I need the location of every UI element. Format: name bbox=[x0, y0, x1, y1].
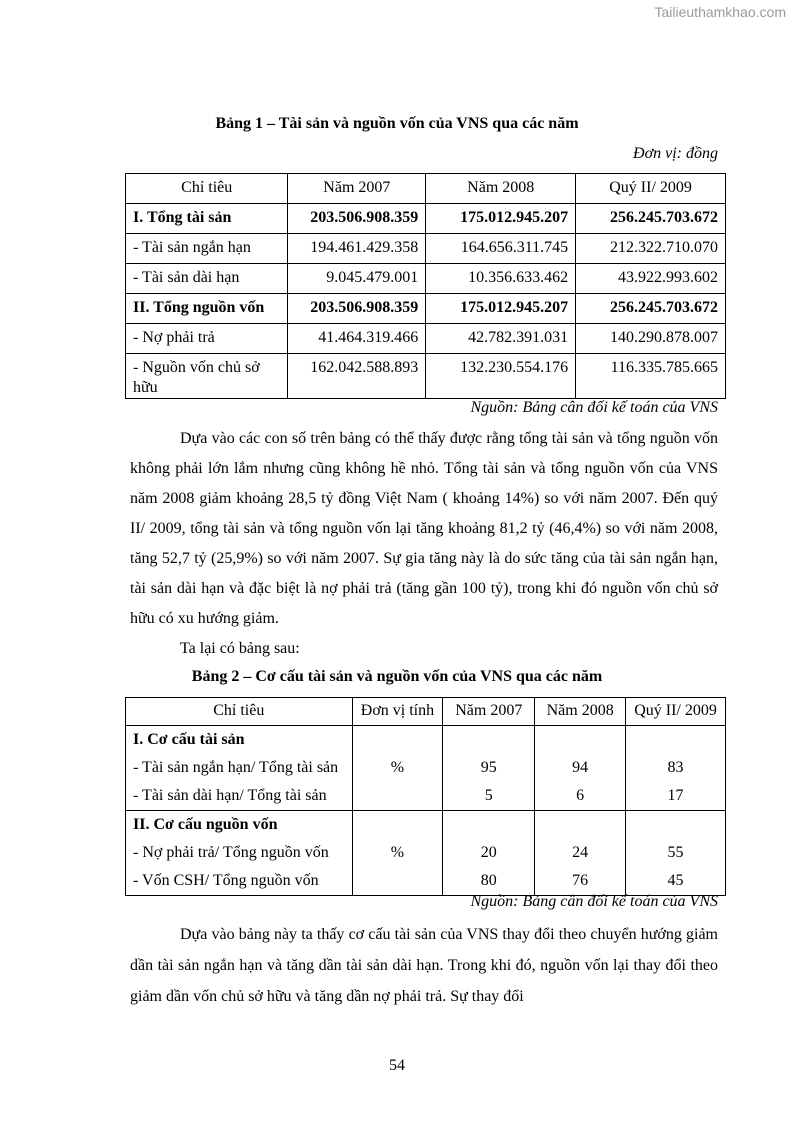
table-row bbox=[126, 294, 726, 324]
paragraph: Dựa vào bảng này ta thấy cơ cấu tài sản của VNS thay đổi theo chuyển hướng giảm dần tài sản ngắn hạn và tăng dần tài sản dài hạn. Trong khi đó, nguồn vốn lại thay đổi theo giảm dần vốn chủ sở hữu và tăng dần nợ phải trả. Sự thay đổi bbox=[130, 926, 718, 1005]
value: 95 bbox=[480, 759, 497, 776]
row-label: - Tài sản dài hạn bbox=[126, 264, 288, 294]
row-label: - Nguồn vốn chủ sở hữu bbox=[126, 354, 288, 399]
cell bbox=[535, 726, 626, 811]
table-section bbox=[126, 726, 726, 811]
watermark: Tailieuthamkhao.com bbox=[654, 4, 786, 20]
table2-title: Bảng 2 – Cơ cấu tài sản và nguồn vốn của VNS qua các năm bbox=[191, 668, 603, 685]
table2 bbox=[125, 697, 726, 896]
table-row bbox=[126, 234, 726, 264]
value: 83 bbox=[667, 759, 684, 776]
cell: 164.656.311.745 bbox=[426, 234, 576, 264]
table1-unit: Đơn vị: đồng bbox=[633, 145, 718, 162]
row-label: - Nợ phải trả/ Tổng nguồn vốn bbox=[133, 844, 329, 861]
table-row bbox=[126, 264, 726, 294]
unit: % bbox=[390, 759, 405, 776]
row-label: II. Tổng nguồn vốn bbox=[126, 294, 288, 324]
header-cell: Quý II/ 2009 bbox=[576, 174, 726, 204]
cell: 9.045.479.001 bbox=[288, 264, 426, 294]
unit-cell bbox=[352, 811, 443, 896]
section-cell bbox=[126, 811, 353, 896]
header-cell: Quý II/ 2009 bbox=[626, 698, 726, 726]
table-row bbox=[126, 324, 726, 354]
value: 6 bbox=[576, 787, 585, 804]
section-title: I. Cơ cấu tài sản bbox=[133, 731, 245, 748]
value: 17 bbox=[667, 787, 684, 804]
page-number: 54 bbox=[389, 1057, 405, 1074]
row-label: I. Tổng tài sản bbox=[126, 204, 288, 234]
cell bbox=[443, 726, 535, 811]
header-cell: Chỉ tiêu bbox=[126, 174, 288, 204]
unit-cell bbox=[352, 726, 443, 811]
value: 55 bbox=[667, 844, 684, 861]
cell: 175.012.945.207 bbox=[426, 204, 576, 234]
value: 5 bbox=[484, 787, 493, 804]
row-label: - Tài sản ngắn hạn/ Tổng tài sản bbox=[133, 759, 339, 776]
row-label: - Tài sản ngắn hạn bbox=[126, 234, 288, 264]
cell: 175.012.945.207 bbox=[426, 294, 576, 324]
row-label: - Vốn CSH/ Tổng nguồn vốn bbox=[133, 872, 319, 889]
value: 80 bbox=[480, 872, 497, 889]
cell: 212.322.710.070 bbox=[576, 234, 726, 264]
table-row bbox=[126, 204, 726, 234]
value: 94 bbox=[572, 759, 589, 776]
section-cell bbox=[126, 726, 353, 811]
row-label: - Tài sản dài hạn/ Tổng tài sản bbox=[133, 787, 327, 804]
value: 45 bbox=[667, 872, 684, 889]
value: 76 bbox=[572, 872, 589, 889]
cell: 162.042.588.893 bbox=[288, 354, 426, 399]
cell: 256.245.703.672 bbox=[576, 204, 726, 234]
cell: 41.464.319.466 bbox=[288, 324, 426, 354]
cell: 10.356.633.462 bbox=[426, 264, 576, 294]
table-section bbox=[126, 811, 726, 896]
row-label: - Nợ phải trả bbox=[126, 324, 288, 354]
cell: 256.245.703.672 bbox=[576, 294, 726, 324]
header-cell: Năm 2008 bbox=[426, 174, 576, 204]
header-cell: Năm 2007 bbox=[443, 698, 535, 726]
value: 24 bbox=[572, 844, 589, 861]
cell bbox=[443, 811, 535, 896]
table1 bbox=[125, 173, 726, 399]
cell: 43.922.993.602 bbox=[576, 264, 726, 294]
header-cell: Đơn vị tính bbox=[352, 698, 443, 726]
cell bbox=[535, 811, 626, 896]
cell: 42.782.391.031 bbox=[426, 324, 576, 354]
cell: 140.290.878.007 bbox=[576, 324, 726, 354]
cell bbox=[626, 726, 726, 811]
cell: 116.335.785.665 bbox=[576, 354, 726, 399]
cell: 194.461.429.358 bbox=[288, 234, 426, 264]
table1-source: Nguồn: Bảng cân đối kế toán của VNS bbox=[470, 399, 718, 416]
table2-source: Nguồn: Bảng cân đối kế toán của VNS bbox=[470, 893, 718, 910]
cell bbox=[626, 811, 726, 896]
cell: 203.506.908.359 bbox=[288, 294, 426, 324]
header-cell: Năm 2008 bbox=[535, 698, 626, 726]
header-cell: Chỉ tiêu bbox=[126, 698, 353, 726]
header-cell: Năm 2007 bbox=[288, 174, 426, 204]
cell: 132.230.554.176 bbox=[426, 354, 576, 399]
table-row bbox=[126, 354, 726, 399]
paragraph: Dựa vào các con số trên bảng có thể thấy được rằng tổng tài sản và tổng nguồn vốn không phải lớn lắm nhưng cũng không hề nhỏ. Tổng tài sản và tổng nguồn vốn của VNS năm 2008 giảm khoảng 28,5 tỷ đồng Việt Nam ( khoảng 14%) so với năm 2007. Đến quý II/ 2009, tổng tài sản và tổng nguồn vốn lại tăng khoảng 81,2 tỷ (46,4%) so với năm 2008, tăng 52,7 tỷ (25,9%) so với năm 2007. Sự gia tăng này là do sức tăng của tài sản ngắn hạn, tài sản dài hạn và đặc biệt là nợ phải trả (tăng gần 100 tỷ), trong khi đó nguồn vốn chủ sở hữu có xu hướng giảm. bbox=[130, 430, 718, 627]
table1-title: Bảng 1 – Tài sản và nguồn vốn của VNS qua các năm bbox=[215, 115, 579, 132]
unit: % bbox=[390, 844, 405, 861]
value: 20 bbox=[480, 844, 497, 861]
paragraph: Ta lại có bảng sau: bbox=[180, 640, 300, 657]
table-header-row bbox=[126, 698, 726, 726]
table-header-row bbox=[126, 174, 726, 204]
cell: 203.506.908.359 bbox=[288, 204, 426, 234]
section-title: II. Cơ cấu nguồn vốn bbox=[133, 816, 278, 833]
